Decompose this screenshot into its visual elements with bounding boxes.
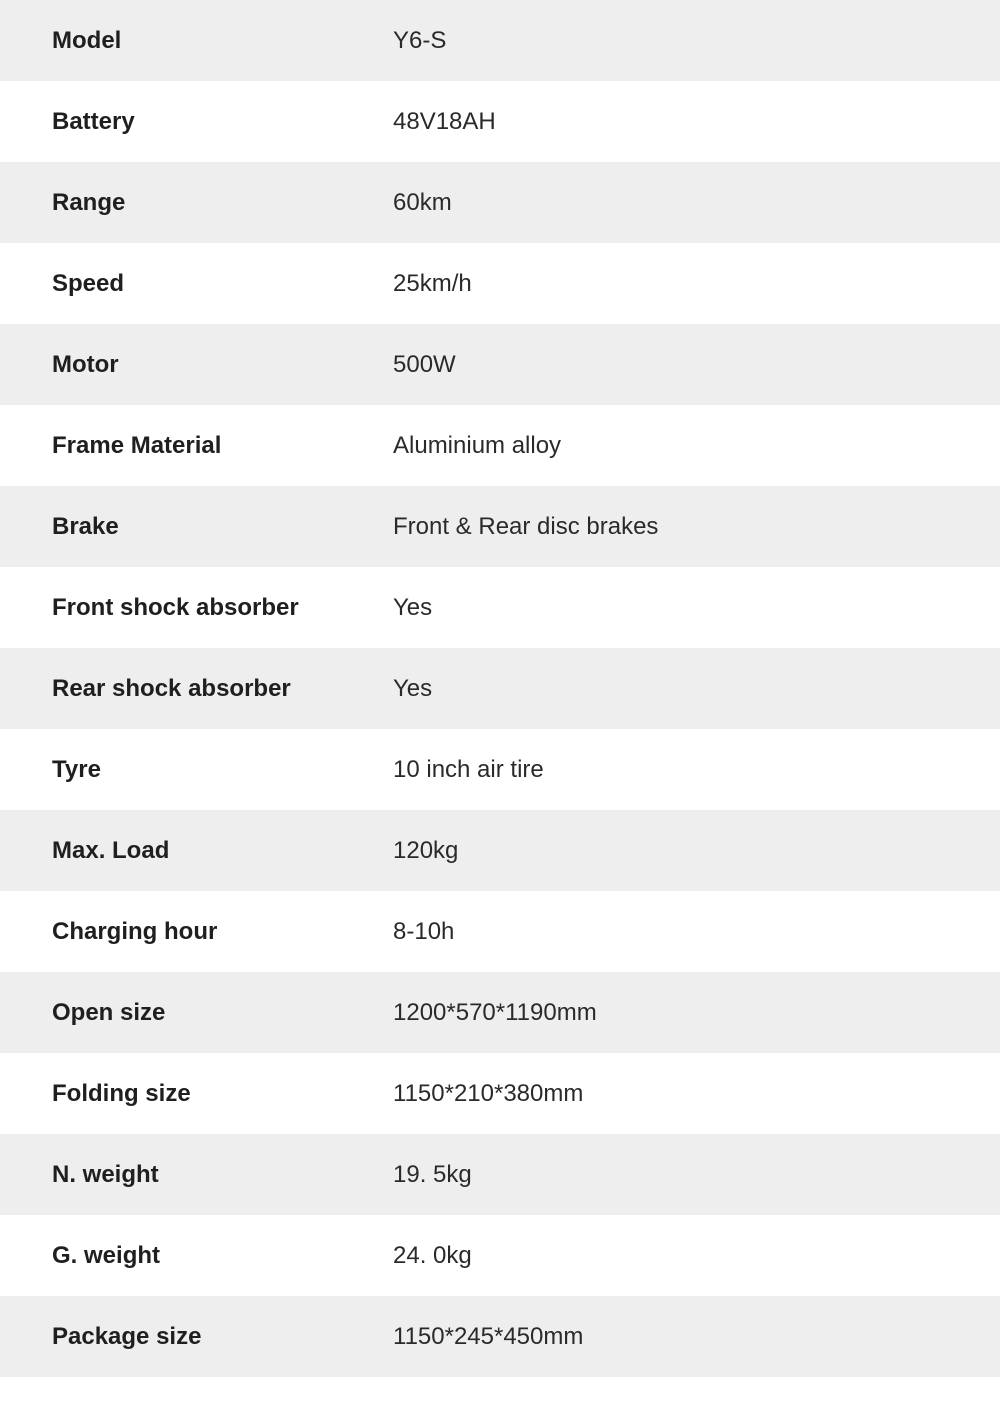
spec-row-open-size bbox=[0, 972, 1000, 1053]
spec-row-folding-size bbox=[0, 1053, 1000, 1134]
spec-value: 1150*245*450mm bbox=[393, 1322, 584, 1350]
spec-value: Yes bbox=[393, 593, 433, 621]
spec-label: Brake bbox=[52, 512, 119, 540]
spec-row-gross-weight bbox=[0, 1215, 1000, 1296]
spec-row-charging-hour bbox=[0, 891, 1000, 972]
spec-value: 1200*570*1190mm bbox=[393, 998, 597, 1026]
spec-label: Rear shock absorber bbox=[52, 674, 291, 702]
spec-value: 48V18AH bbox=[393, 107, 496, 135]
spec-label: Motor bbox=[52, 350, 119, 378]
spec-value: Y6-S bbox=[393, 26, 447, 54]
spec-value: 24. 0kg bbox=[393, 1241, 472, 1269]
spec-row-package-size bbox=[0, 1296, 1000, 1377]
spec-label: Max. Load bbox=[52, 836, 170, 864]
spec-value: Yes bbox=[393, 674, 433, 702]
spec-row-tyre bbox=[0, 729, 1000, 810]
spec-row-battery bbox=[0, 81, 1000, 162]
spec-value: 500W bbox=[393, 350, 456, 378]
spec-label: N. weight bbox=[52, 1160, 159, 1188]
spec-label: Charging hour bbox=[52, 917, 218, 945]
spec-label: Range bbox=[52, 188, 126, 216]
spec-row-max-load bbox=[0, 810, 1000, 891]
spec-value: 10 inch air tire bbox=[393, 755, 544, 783]
spec-value: 19. 5kg bbox=[393, 1160, 472, 1188]
spec-row-net-weight bbox=[0, 1134, 1000, 1215]
spec-label: Speed bbox=[52, 269, 125, 297]
spec-label: Folding size bbox=[52, 1079, 191, 1107]
spec-row-frame-material bbox=[0, 405, 1000, 486]
spec-label: Model bbox=[52, 26, 122, 54]
spec-row-front-shock-absorber bbox=[0, 567, 1000, 648]
spec-row-model bbox=[0, 0, 1000, 81]
spec-label: Package size bbox=[52, 1322, 202, 1350]
spec-row-speed bbox=[0, 243, 1000, 324]
spec-label: Open size bbox=[52, 998, 166, 1026]
spec-value: Front & Rear disc brakes bbox=[393, 512, 659, 540]
spec-value: 8-10h bbox=[393, 917, 455, 945]
spec-value: 120kg bbox=[393, 836, 459, 864]
spec-label: Frame Material bbox=[52, 431, 222, 459]
spec-value: 25km/h bbox=[393, 269, 472, 297]
spec-row-motor bbox=[0, 324, 1000, 405]
spec-label: Front shock absorber bbox=[52, 593, 299, 621]
spec-row-range bbox=[0, 162, 1000, 243]
spec-label: G. weight bbox=[52, 1241, 160, 1269]
spec-label: Tyre bbox=[52, 755, 101, 783]
spec-label: Battery bbox=[52, 107, 135, 135]
spec-row-brake bbox=[0, 486, 1000, 567]
spec-value: Aluminium alloy bbox=[393, 431, 562, 459]
spec-value: 1150*210*380mm bbox=[393, 1079, 584, 1107]
spec-row-rear-shock-absorber bbox=[0, 648, 1000, 729]
spec-value: 60km bbox=[393, 188, 452, 216]
